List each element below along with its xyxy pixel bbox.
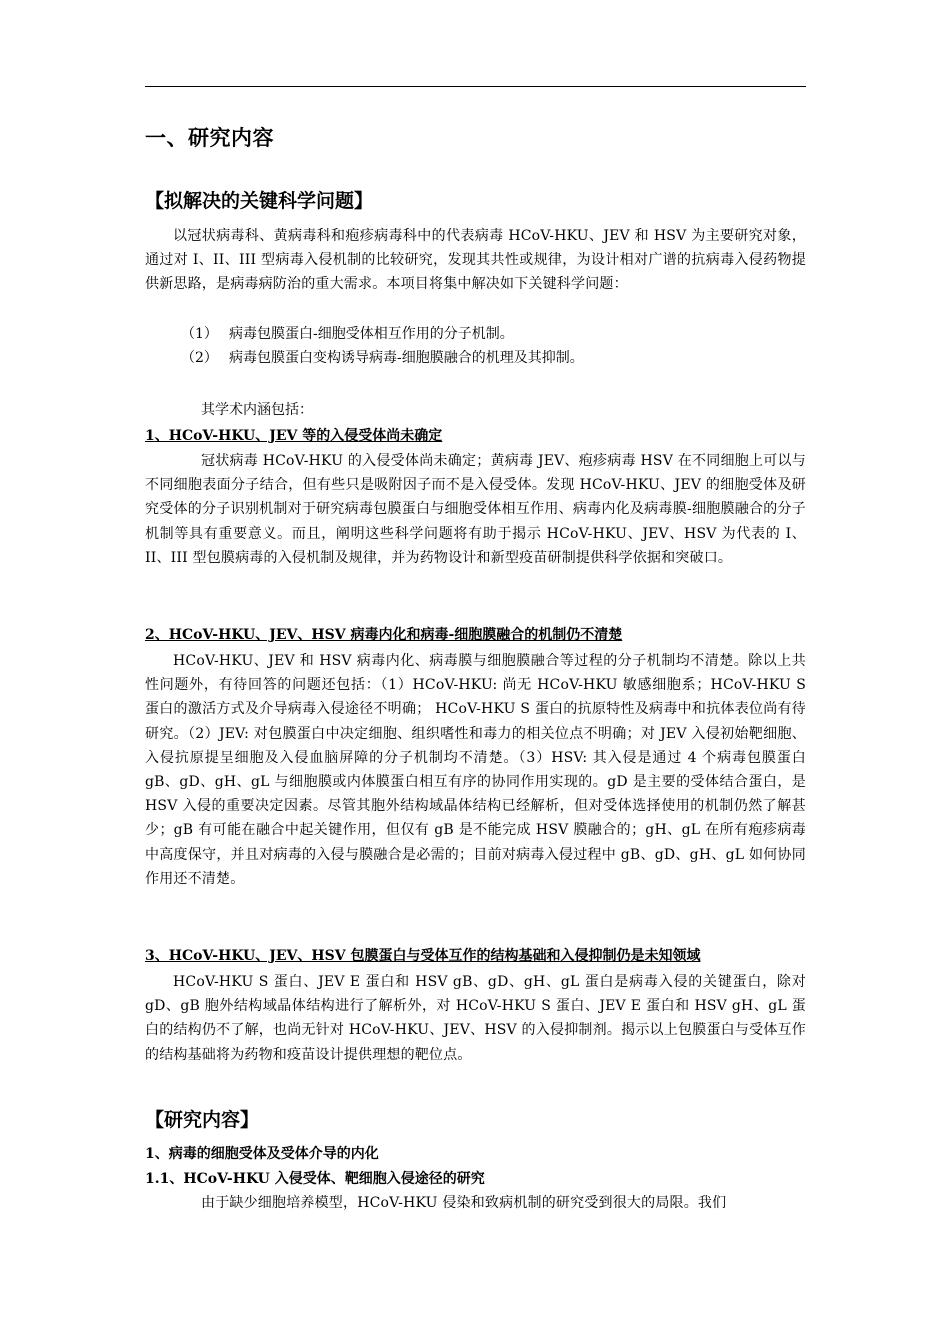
academic-intro: 其学术内涵包括： — [201, 402, 313, 418]
header-rule — [145, 86, 806, 87]
list-item-text: 病毒包膜蛋白-细胞受体相互作用的分子机制。 — [229, 326, 514, 342]
list-item-number: （2） — [181, 350, 218, 366]
main-heading: 一、研究内容 — [145, 125, 274, 150]
subsection-1-1-body: 由于缺少细胞培养模型，HCoV-HKU 侵染和致病机制的研究受到很大的局限。我们 — [201, 1195, 727, 1211]
subsection-1-1-title: 1.1、HCoV-HKU 入侵受体、靶细胞入侵途径的研究 — [145, 1171, 485, 1187]
key-questions-list — [145, 322, 806, 370]
list-item — [145, 346, 806, 370]
section-title-key-questions: 【拟解决的关键科学问题】 — [145, 190, 374, 212]
item-1-title: 1、HCoV-HKU、JEV 等的入侵受体尚未确定 — [145, 428, 443, 444]
list-item-number: （1） — [181, 326, 218, 342]
item-3-body: HCoV-HKU S 蛋白、JEV E 蛋白和 HSV gB、gD、gH、gL 蛋白是病毒入侵的关键蛋白，除对 gD、gB 胞外结构域晶体结构进行了解析外，对 HCoV-HKU S 蛋白、JEV E 蛋白和 HSV gH、gL 蛋白的结构仍不了解，也尚无针对 HCoV-HKU、JEV、HSV 的入侵抑制剂。揭示以上包膜蛋白与受体互作的结构基础将为药物和疫苗设计提供理想的靶位点。 — [145, 974, 806, 1063]
item-1-body: 冠状病毒 HCoV-HKU 的入侵受体尚未确定；黄病毒 JEV、疱疹病毒 HSV 在不同细胞上可以与不同细胞表面分子结合，但有些只是吸附因子而不是入侵受体。发现 HCoV-HKU、JEV 的细胞受体及研究受体的分子识别机制对于研究病毒包膜蛋白与细胞受体相互作用、病毒内化及病毒膜-细胞膜融合的分子机制等具有重要意义。而且，阐明这些科学问题将有助于揭示 HCoV-HKU、JEV、HSV 为代表的 I、II、III 型包膜病毒的入侵机制及规律，并为药物设计和新型疫苗研制提供科学依据和突破口。 — [145, 453, 806, 566]
section-title-research: 【研究内容】 — [145, 1109, 260, 1131]
key-questions-intro: 以冠状病毒科、黄病毒科和疱疹病毒科中的代表病毒 HCoV-HKU、JEV 和 HSV 为主要研究对象，通过对 I、II、III 型病毒入侵机制的比较研究，发现其共性或规律，为设计相对广谱的抗病毒入侵药物提供新思路，是病毒病防治的重大需求。本项目将集中解决如下关键科学问题： — [145, 228, 806, 293]
list-item — [145, 322, 806, 346]
list-item-text: 病毒包膜蛋白变构诱导病毒-细胞膜融合的机理及其抑制。 — [229, 350, 584, 366]
item-3-title: 3、HCoV-HKU、JEV、HSV 包膜蛋白与受体互作的结构基础和入侵抑制仍是未知领域 — [145, 948, 701, 964]
item-2-body: HCoV-HKU、JEV 和 HSV 病毒内化、病毒膜与细胞膜融合等过程的分子机制均不清楚。除以上共性问题外，有待回答的问题还包括：（1）HCoV-HKU: 尚无 HCoV-HKU 敏感细胞系；HCoV-HKU S 蛋白的激活方式及介导病毒入侵途径不明确； HCoV-HKU S 蛋白的抗原特性及病毒中和抗体表位尚有待研究。（2）JEV: 对包膜蛋白中决定细胞、组织嗜性和毒力的相关位点不明确；对 JEV 入侵初始靶细胞、入侵抗原提呈细胞及入侵血脑屏障的分子机制均不清楚。（3）HSV: 其入侵是通过 4 个病毒包膜蛋白 gB、gD、gH、gL 与细胞膜或内体膜蛋白相互有序的协同作用实现的。gD 是主要的受体结合蛋白，是 HSV 入侵的重要决定因素。尽管其胞外结构域晶体结构已经解析，但对受体选择使用的机制仍然了解甚少；gB 有可能在融合中起关键作用，但仅有 gB 是不能完成 HSV 膜融合的；gH、gL 在所有疱疹病毒中高度保守，并且对病毒的入侵与膜融合是必需的；目前对病毒入侵过程中 gB、gD、gH、gL 如何协同作用还不清楚。 — [145, 653, 806, 887]
item-2-title: 2、HCoV-HKU、JEV、HSV 病毒内化和病毒-细胞膜融合的机制仍不清楚 — [145, 627, 623, 643]
subsection-1-title: 1、病毒的细胞受体及受体介导的内化 — [145, 1146, 379, 1162]
